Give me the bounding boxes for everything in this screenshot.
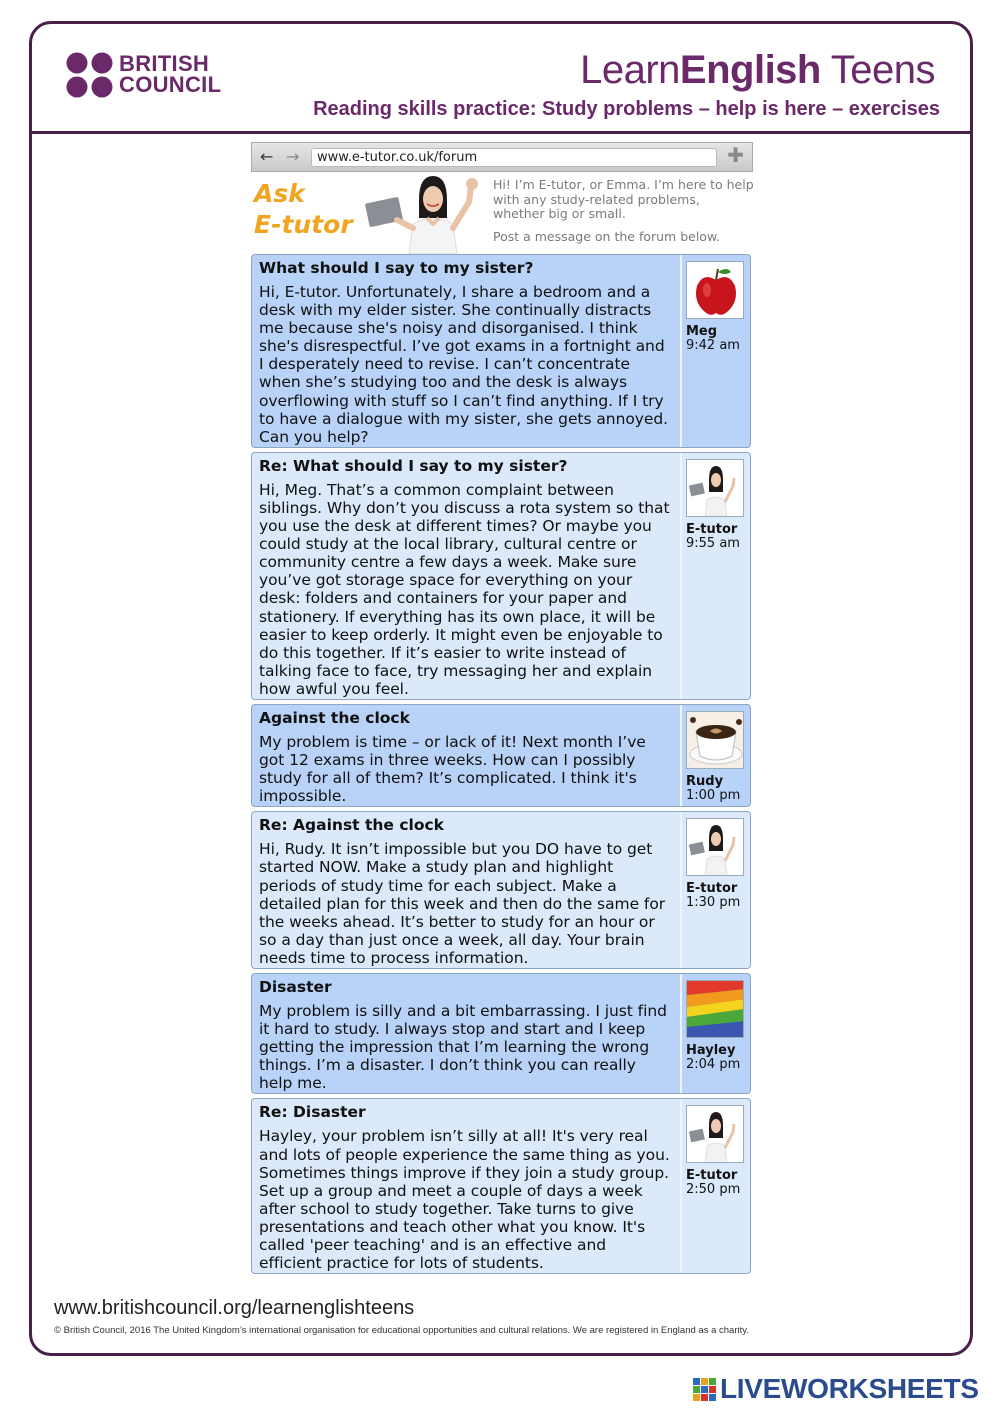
browser-toolbar bbox=[251, 142, 753, 172]
post-body: Hi, Meg. That’s a common complaint between siblings. Why don’t you discuss a rota system so that you use the desk at different times? Or maybe you could study at the local library, cultural centre or community centre a few days a week. Make sure you’ve got storage space for everything on your desk: folders and containers for your paper and stationery. If everything has its own place, it will be easier to keep orderly. It might even be enjoyable to do this together. If it’s easier to write instead of talking face to face, try messaging her and explain how awful you feel. bbox=[259, 480, 670, 698]
apple-icon bbox=[686, 261, 744, 319]
brand-teens: Teens bbox=[820, 48, 935, 92]
liveworksheets-grid-icon bbox=[693, 1378, 717, 1402]
post-body: Hi, Rudy. It isn’t impossible but you DO have to get started NOW. Make a study plan and highlight periods of study time for each subject. Make a detailed plan for this week and then do the same for the weeks ahead. It’s better to study for an hour or so a day than just once a week, all day. Your brain needs time to process information. bbox=[259, 840, 666, 967]
post-author-info bbox=[686, 775, 748, 803]
british-council-wordmark bbox=[119, 53, 221, 95]
org-line2: COUNCIL bbox=[119, 72, 222, 97]
back-arrow-icon[interactable]: ← bbox=[260, 147, 274, 166]
post-time: 1:30 pm bbox=[686, 895, 741, 911]
post-author: E-tutor bbox=[686, 1168, 738, 1184]
post-author-info bbox=[686, 523, 748, 551]
site-header bbox=[251, 172, 753, 254]
forward-arrow-icon[interactable]: → bbox=[286, 147, 300, 166]
brand-learn: Learn bbox=[580, 48, 680, 92]
page-subtitle: Reading skills practice: Study problems – help is here – exercises bbox=[313, 98, 940, 120]
learnenglish-teens-title bbox=[580, 48, 935, 93]
post-author: Hayley bbox=[686, 1043, 736, 1058]
ask-line2: E-tutor bbox=[254, 210, 353, 239]
post-author: E-tutor bbox=[686, 521, 738, 537]
org-line1: BRITISH bbox=[119, 51, 210, 76]
post-author: Rudy bbox=[686, 773, 724, 789]
post-time: 2:04 pm bbox=[686, 1057, 741, 1072]
post-title: Against the clock bbox=[259, 708, 410, 727]
post-time: 9:42 am bbox=[686, 338, 740, 353]
post-author: E-tutor bbox=[686, 881, 738, 897]
brand-english: English bbox=[679, 48, 821, 92]
post-title: What should I say to my sister? bbox=[259, 259, 534, 277]
british-council-dots-icon bbox=[66, 52, 114, 98]
footer-url[interactable]: www.britishcouncil.org/learnenglishteens bbox=[54, 1297, 415, 1319]
post-body: My problem is time – or lack of it! Next month I’ve got 12 exams in three weeks. How can I possibly study for all of them? It’s complicated. I think it's impossible. bbox=[259, 732, 646, 806]
post-title: Re: What should I say to my sister? bbox=[259, 456, 568, 475]
post-time: 2:50 pm bbox=[686, 1182, 741, 1198]
british-council-logo bbox=[66, 52, 236, 100]
tutor-icon bbox=[686, 818, 744, 876]
post-time: 9:55 am bbox=[686, 535, 740, 551]
post-title: Re: Against the clock bbox=[259, 816, 444, 835]
liveworksheets-logo bbox=[693, 1375, 993, 1403]
post-title: Disaster bbox=[259, 978, 332, 996]
url-bar[interactable]: www.e-tutor.co.uk/forum bbox=[311, 148, 717, 167]
browser-mockup bbox=[251, 142, 753, 254]
post-body: Hi, E-tutor. Unfortunately, I share a bedroom and a desk with my elder sister. She continually distracts me because she's noisy and disorganised. I think she's disrespectful. I’ve got exams in a fortnight and I desperately need to revise. I can’t concentrate when she’s studying too and the desk is always overflowing with stuff so I can’t find anything. If I try to have a dialogue with my sister, she gets annoyed. Can you help? bbox=[259, 283, 669, 446]
post-author: Meg bbox=[686, 324, 718, 339]
tutor-photo-icon bbox=[361, 172, 491, 254]
header-divider bbox=[29, 131, 973, 134]
post-body: My problem is silly and a bit embarrassing. I just find it hard to study. I always stop and start and I keep getting the impression that I’m learning the wrong things. I’m a disaster. I don’t think you can really help me. bbox=[259, 1002, 667, 1093]
intro-paragraph-2: Post a message on the forum below. bbox=[493, 228, 720, 244]
forum-post-reply bbox=[251, 452, 751, 700]
plus-icon[interactable]: ✚ bbox=[727, 143, 744, 167]
forum-post-question bbox=[251, 704, 751, 807]
intro-text bbox=[493, 178, 755, 244]
forum-posts bbox=[251, 254, 751, 1278]
intro-paragraph-1: Hi! I’m E-tutor, or Emma. I’m here to help with any study-related problems, whether big or small. bbox=[493, 177, 754, 221]
forum-post-question bbox=[251, 254, 751, 448]
ask-line1: Ask bbox=[254, 179, 305, 208]
post-body: Hayley, your problem isn’t silly at all! It's very real and lots of people experience the same thing as you. Sometimes things improve if they join a study group. Set up a group and meet a couple of days a week after school to study together. Take turns to give presentations and teach other what you know. It's called 'peer teaching' and is an effective and efficient practice for lots of students. bbox=[259, 1127, 670, 1273]
footer-copyright: © British Council, 2016 The United Kingdom’s international organisation for educational opportunities and cultural relations. We are registered in England as a charity. bbox=[54, 1325, 749, 1336]
forum-post-reply bbox=[251, 1098, 751, 1274]
coffee-icon bbox=[686, 711, 744, 769]
post-author-info bbox=[686, 1044, 748, 1072]
ask-etutor-title bbox=[254, 178, 353, 240]
post-author-info bbox=[686, 1169, 748, 1197]
liveworksheets-wordmark: LIVEWORKSHEETS bbox=[720, 1373, 979, 1404]
tutor-icon bbox=[686, 459, 744, 517]
post-time: 1:00 pm bbox=[686, 787, 741, 803]
post-author-info bbox=[686, 325, 748, 353]
post-author-info bbox=[686, 882, 748, 910]
post-title: Re: Disaster bbox=[259, 1103, 366, 1122]
forum-post-reply bbox=[251, 811, 751, 969]
rainbow-icon bbox=[686, 980, 744, 1038]
forum-post-question bbox=[251, 973, 751, 1094]
tutor-icon bbox=[686, 1105, 744, 1163]
